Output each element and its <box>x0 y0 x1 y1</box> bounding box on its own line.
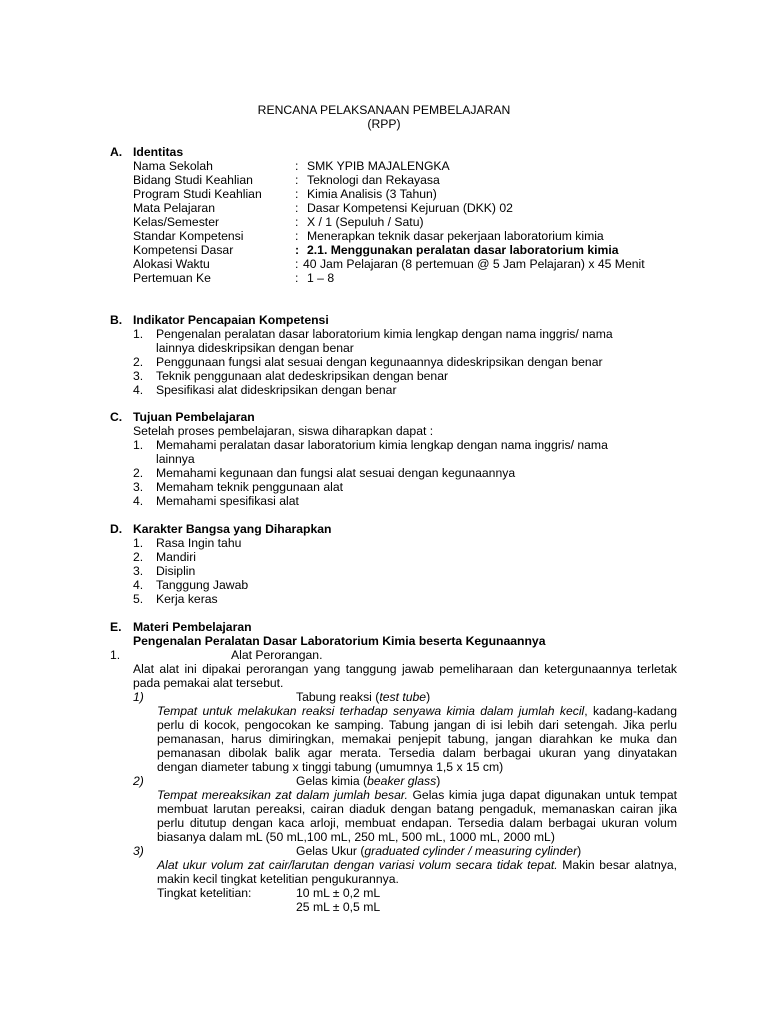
accuracy-value: 25 mL ± 0,5 mL <box>296 900 381 914</box>
identity-value: 40 Jam Pelajaran (8 pertemuan @ 5 Jam Pelajaran) x 45 Menit <box>303 257 645 271</box>
list-item: Pengenalan peralatan dasar laboratorium kimia lengkap dengan nama inggris/ nama <box>156 327 613 341</box>
tool-description-rest: , kadang-kadang perlu di kocok, pengocokan ke samping. Tabung jangan di isi lebih dari setengah. Jika perlu pemanasan, harus dimiringkan, memakai penjepit tabung, jangan diarahkan ke muka dan pemanasan dibolak balik agar merata. Tersedia dalam berbagai ukuran yang dinyatakan dengan diameter tabung x tinggi tabung (umumnya 1,5 x 15 cm) <box>157 704 677 774</box>
list-item: Teknik penggunaan alat dedeskripsikan dengan benar <box>156 369 449 383</box>
list-number: 5. <box>133 592 144 606</box>
identity-colon: : <box>295 257 299 271</box>
section-b-heading: Indikator Pencapaian Kompetensi <box>133 313 329 327</box>
tool-description-rest: Makin besar alatnya, makin kecil tingkat ketelitian pengukurannya. <box>157 858 677 886</box>
material-item-title: Alat Perorangan. <box>231 648 323 662</box>
identity-label: Mata Pelajaran <box>133 201 215 215</box>
list-item-continuation: lainnya <box>156 452 195 466</box>
identity-label: Alokasi Waktu <box>133 257 210 271</box>
list-number: 2. <box>133 550 144 564</box>
list-number: 2. <box>133 466 144 480</box>
list-item: Memahami peralatan dasar laboratorium kimia lengkap dengan nama inggris/ nama <box>156 438 608 452</box>
list-item: Memahami spesifikasi alat <box>156 494 299 508</box>
list-number: 4. <box>133 383 144 397</box>
section-c-heading: Tujuan Pembelajaran <box>133 410 255 424</box>
identity-value: Teknologi dan Rekayasa <box>307 173 440 187</box>
list-number: 4. <box>133 578 144 592</box>
identity-label: Standar Kompetensi <box>133 229 244 243</box>
list-number: 3. <box>133 564 144 578</box>
tool-name <box>296 690 430 704</box>
tool-name-close: ) <box>436 774 441 788</box>
identity-colon: : <box>295 271 299 285</box>
identity-label: Kelas/Semester <box>133 215 220 229</box>
list-item: Spesifikasi alat dideskripsikan dengan benar <box>156 383 397 397</box>
tool-name <box>296 774 440 788</box>
tool-name-close: ) <box>426 690 431 704</box>
tool-name-text: Tabung reaksi ( <box>296 690 380 704</box>
section-c-letter: C. <box>110 410 123 424</box>
section-a-heading: Identitas <box>133 145 184 159</box>
tool-description-lead: Alat ukur volum zat cair/larutan dengan variasi volum secara tidak tepat. <box>157 858 558 872</box>
tool-name <box>296 844 581 858</box>
tool-name-english: graduated cylinder / measuring cylinder <box>364 844 578 858</box>
tool-description-rest: Gelas kimia juga dapat digunakan untuk tempat membuat larutan pereaksi, cairan diaduk dengan batang pengaduk, memanaskan cairan jika perlu ditutup dengan kaca arloji, membuat endapan. Tersedia dalam berbagai ukuran volum biasanya dalam mL (50 mL,100 mL, 250 mL, 500 mL, 1000 mL, 2000 mL) <box>157 788 677 844</box>
identity-label: Bidang Studi Keahlian <box>133 173 253 187</box>
tool-name-english: test tube <box>379 690 427 704</box>
identity-colon: : <box>295 229 299 243</box>
identity-colon: : <box>295 201 299 215</box>
identity-value: X / 1 (Sepuluh / Satu) <box>307 215 424 229</box>
tool-name-close: ) <box>577 844 582 858</box>
section-d-letter: D. <box>110 522 123 536</box>
list-number: 3. <box>133 369 144 383</box>
material-item-number: 1. <box>110 648 121 662</box>
material-item-description: Alat alat ini dipakai perorangan yang tanggung jawab pemeliharaan dan ketergunaannya terletak pada pemakai alat tersebut. <box>133 662 677 690</box>
section-d-heading: Karakter Bangsa yang Diharapkan <box>133 522 332 536</box>
list-number: 4. <box>133 494 144 508</box>
identity-colon: : <box>295 187 299 201</box>
list-item: Memaham teknik penggunaan alat <box>156 480 343 494</box>
identity-value: SMK YPIB MAJALENGKA <box>307 159 450 173</box>
tool-description <box>157 704 677 774</box>
identity-label: Nama Sekolah <box>133 159 213 173</box>
tool-description <box>157 788 677 844</box>
list-number: 1. <box>133 438 144 452</box>
identity-value: 2.1. Menggunakan peralatan dasar laboratorium kimia <box>307 243 619 257</box>
tool-name-text: Gelas kimia ( <box>296 774 368 788</box>
tool-description-lead: Tempat mereaksikan zat dalam jumlah besar. <box>157 788 408 802</box>
identity-label: Kompetensi Dasar <box>133 243 234 257</box>
tool-description-lead: Tempat untuk melakukan reaksi terhadap senyawa kimia dalam jumlah kecil <box>157 704 585 718</box>
list-number: 1. <box>133 536 144 550</box>
list-number: 2. <box>133 355 144 369</box>
document-title: RENCANA PELAKSANAAN PEMBELAJARAN <box>257 103 511 117</box>
list-item: Memahami kegunaan dan fungsi alat sesuai dengan kegunaannya <box>156 466 516 480</box>
section-e-subheading: Pengenalan Peralatan Dasar Laboratorium Kimia beserta Kegunaannya <box>133 634 546 648</box>
identity-value: 1 – 8 <box>307 271 335 285</box>
tool-name-text: Gelas Ukur ( <box>296 844 365 858</box>
list-item-continuation: lainnya dideskripsikan dengan benar <box>156 341 354 355</box>
tool-number: 2) <box>133 774 144 788</box>
list-item: Tanggung Jawab <box>156 578 249 592</box>
identity-colon: : <box>295 173 299 187</box>
identity-value: Dasar Kompetensi Kejuruan (DKK) 02 <box>307 201 513 215</box>
tool-name-english: beaker glass <box>367 774 437 788</box>
tool-number: 3) <box>133 844 144 858</box>
document-subtitle: (RPP) <box>367 117 401 131</box>
accuracy-value: 10 mL ± 0,2 mL <box>296 886 381 900</box>
identity-label: Program Studi Keahlian <box>133 187 262 201</box>
identity-colon: : <box>295 215 299 229</box>
accuracy-label: Tingkat ketelitian: <box>157 886 252 900</box>
identity-label: Pertemuan Ke <box>133 271 211 285</box>
identity-colon: : <box>295 159 299 173</box>
section-a-letter: A. <box>110 145 123 159</box>
section-c-intro: Setelah proses pembelajaran, siswa diharapkan dapat : <box>133 424 434 438</box>
list-number: 1. <box>133 327 144 341</box>
list-item: Penggunaan fungsi alat sesuai dengan kegunaannya dideskripsikan dengan benar <box>156 355 603 369</box>
section-e-heading: Materi Pembelajaran <box>133 620 252 634</box>
list-number: 3. <box>133 480 144 494</box>
identity-colon: : <box>295 243 300 257</box>
list-item: Kerja keras <box>156 592 218 606</box>
section-b-letter: B. <box>110 313 123 327</box>
section-e-letter: E. <box>110 620 122 634</box>
list-item: Disiplin <box>156 564 196 578</box>
identity-value: Kimia Analisis (3 Tahun) <box>307 187 437 201</box>
list-item: Rasa Ingin tahu <box>156 536 242 550</box>
tool-description <box>157 858 677 886</box>
tool-number: 1) <box>133 690 144 704</box>
identity-value: Menerapkan teknik dasar pekerjaan laboratorium kimia <box>307 229 604 243</box>
list-item: Mandiri <box>156 550 196 564</box>
